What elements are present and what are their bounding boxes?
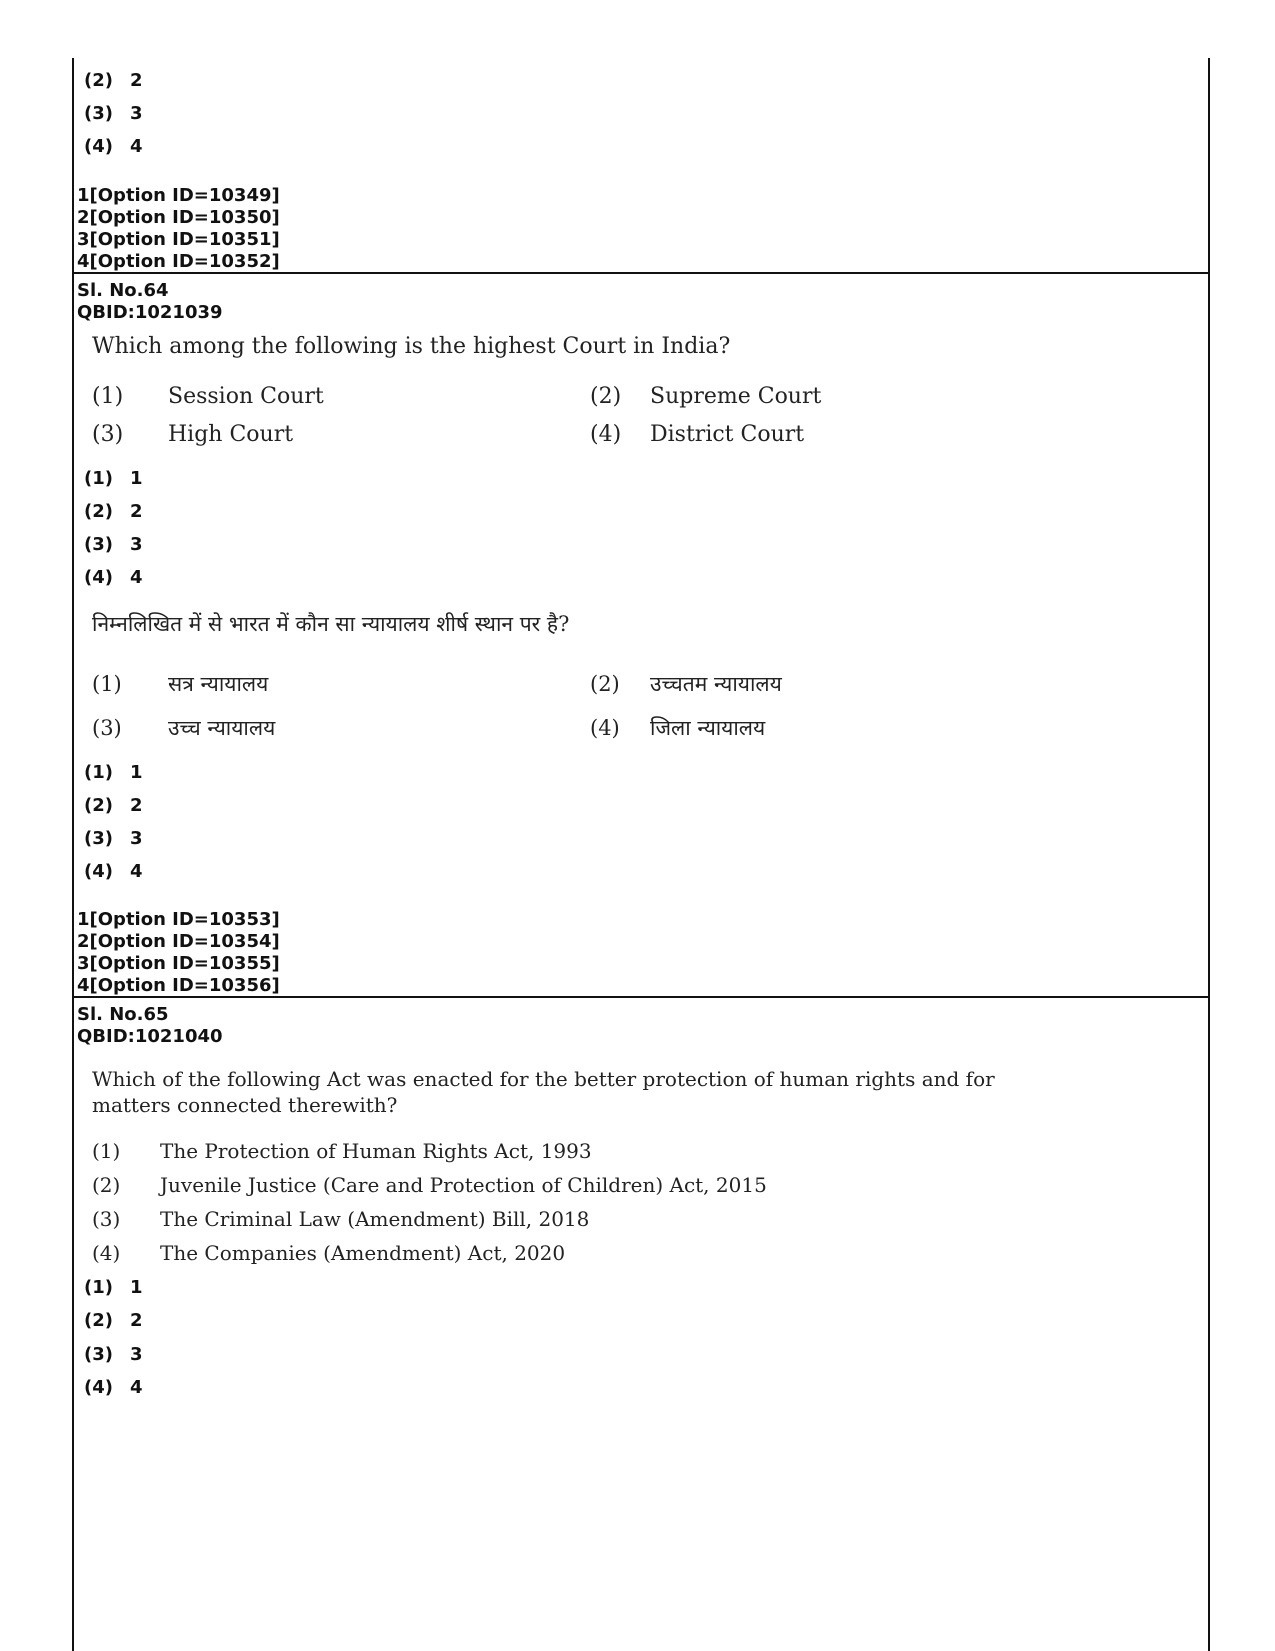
question-text-hi: निम्नलिखित में से भारत में कौन सा न्यायालय शीर्ष स्थान पर है?	[92, 612, 570, 636]
question-text-en: Which among the following is the highest Court in India?	[92, 334, 731, 359]
answer-option-3: (3) 3	[84, 534, 143, 555]
choice-2: (2) Juvenile Justice (Care and Protection of Children) Act, 2015	[92, 1173, 767, 1197]
choice-3: (3) The Criminal Law (Amendment) Bill, 2018	[92, 1207, 590, 1231]
option-id: 4[Option ID=10352]	[77, 251, 280, 272]
question-line: matters connected therewith?	[92, 1093, 398, 1117]
choice-en-4: (4) District Court	[590, 422, 805, 447]
option-id: 3[Option ID=10355]	[77, 953, 280, 974]
answer-option-4: (4) 4	[84, 136, 143, 157]
option-id: 2[Option ID=10350]	[77, 207, 280, 228]
qbid: QBID:1021039	[77, 302, 223, 323]
section-divider	[74, 272, 1208, 274]
option-id: 1[Option ID=10349]	[77, 185, 280, 206]
answer-option-3: (3) 3	[84, 828, 143, 849]
serial-number: Sl. No.65	[77, 1004, 169, 1025]
choice-hi-3: (3) उच्च न्यायालय	[92, 716, 276, 740]
answer-option-2: (2) 2	[84, 501, 143, 522]
answer-option-1: (1) 1	[84, 468, 143, 489]
choice-list	[92, 1134, 767, 1270]
option-id: 2[Option ID=10354]	[77, 931, 280, 952]
section-divider	[74, 996, 1208, 998]
answer-option-4: (4) 4	[84, 861, 143, 882]
option-id-list	[77, 185, 280, 273]
answer-option-2: (2) 2	[84, 1310, 143, 1331]
question-line: Which of the following Act was enacted for the better protection of human rights and for	[92, 1067, 995, 1091]
choice-hi-1: (1) सत्र न्यायालय	[92, 672, 269, 696]
option-id: 1[Option ID=10353]	[77, 909, 280, 930]
choice-4: (4) The Companies (Amendment) Act, 2020	[92, 1241, 566, 1265]
answer-option-1: (1) 1	[84, 762, 143, 783]
answer-option-3: (3) 3	[84, 1344, 143, 1365]
choice-1: (1) The Protection of Human Rights Act, 1993	[92, 1139, 592, 1163]
question-paper-frame	[72, 58, 1210, 1651]
question-header-65	[77, 1004, 223, 1048]
choice-en-3: (3) High Court	[92, 422, 294, 447]
qbid: QBID:1021040	[77, 1026, 223, 1047]
question-text	[92, 1066, 1092, 1118]
answer-option-3: (3) 3	[84, 103, 143, 124]
answer-option-4: (4) 4	[84, 567, 143, 588]
option-id: 4[Option ID=10356]	[77, 975, 280, 996]
serial-number: Sl. No.64	[77, 280, 169, 301]
choice-hi-4: (4) जिला न्यायालय	[590, 716, 766, 740]
answer-option-4: (4) 4	[84, 1377, 143, 1398]
choice-en-1: (1) Session Court	[92, 384, 324, 409]
answer-option-2: (2) 2	[84, 70, 143, 91]
choice-en-2: (2) Supreme Court	[590, 384, 822, 409]
option-id-list	[77, 909, 280, 997]
choice-hi-2: (2) उच्चतम न्यायालय	[590, 672, 782, 696]
answer-option-2: (2) 2	[84, 795, 143, 816]
option-id: 3[Option ID=10351]	[77, 229, 280, 250]
question-header-64	[77, 280, 223, 324]
answer-option-1: (1) 1	[84, 1277, 143, 1298]
